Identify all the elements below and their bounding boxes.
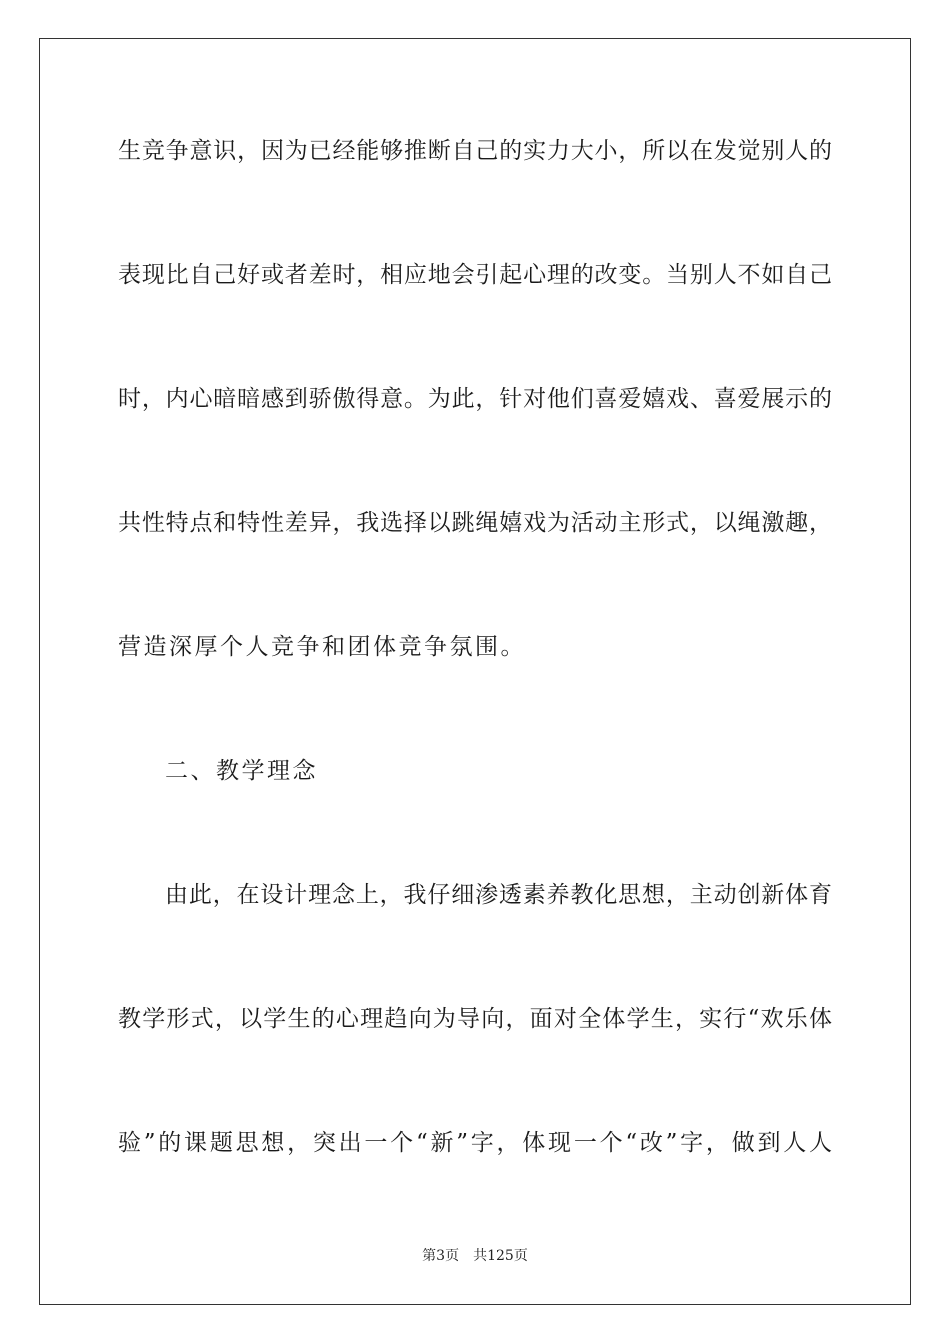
- page-total: 共125页: [473, 1248, 528, 1264]
- body-line-5: 营造深厚个人竞争和团体竞争氛围。: [118, 634, 526, 660]
- body-line-7: 教学形式，以学生的心理趋向为导向，面对全体学生，实行“欢乐体: [118, 1006, 832, 1032]
- section-heading: 二、教学理念: [165, 758, 318, 784]
- page-number: 第3页: [422, 1248, 460, 1264]
- body-line-2: 表现比自己好或者差时，相应地会引起心理的改变。当别人不如自己: [118, 262, 832, 288]
- page-footer: [0, 1247, 950, 1265]
- body-line-4: 共性特点和特性差异，我选择以跳绳嬉戏为活动主形式，以绳激趣，: [118, 510, 832, 536]
- body-line-6: 由此，在设计理念上，我仔细渗透素养教化思想，主动创新体育: [165, 882, 832, 908]
- body-line-8: 验”的课题思想，突出一个“新”字，体现一个“改”字，做到人人: [118, 1130, 832, 1156]
- body-line-3: 时，内心暗暗感到骄傲得意。为此，针对他们喜爱嬉戏、喜爱展示的: [118, 386, 832, 412]
- page-border: [39, 38, 911, 1305]
- body-line-1: 生竞争意识，因为已经能够推断自己的实力大小，所以在发觉别人的: [118, 138, 832, 164]
